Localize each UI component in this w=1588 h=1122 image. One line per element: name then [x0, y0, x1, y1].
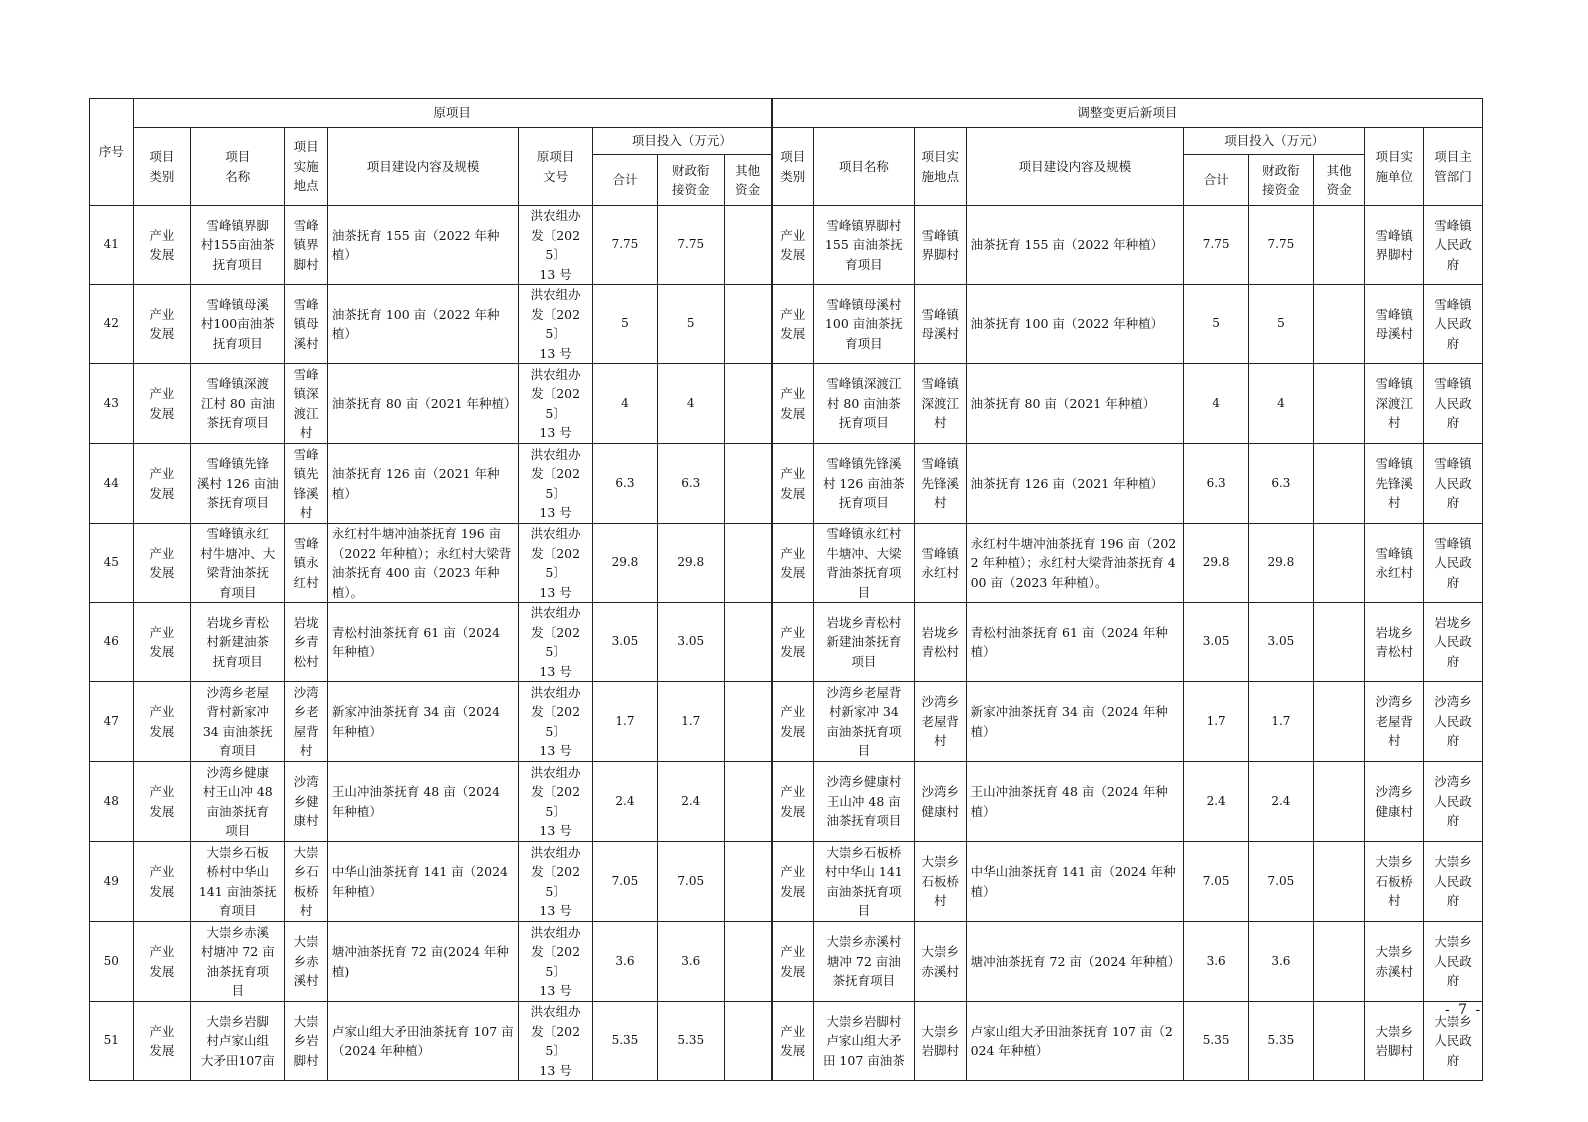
header-location: 项目 实施 地点	[285, 128, 328, 206]
cell-new-name: 沙湾乡老屋背 村新家冲 34 亩油茶抚育项 目	[813, 682, 914, 762]
header-new-total: 合计	[1184, 155, 1249, 206]
header-category: 项目 类别	[133, 128, 191, 206]
table-row	[90, 603, 1483, 682]
cell-fiscal: 5	[657, 285, 724, 364]
cell-new-fiscal: 3.6	[1249, 922, 1314, 1002]
cell-new-content: 油茶抚育 126 亩（2021 年种植）	[966, 444, 1184, 524]
cell-name: 沙湾乡老屋 背村新家冲 34 亩油茶抚 育项目	[191, 682, 285, 762]
cell-name: 雪峰镇界脚 村155亩油茶 抚育项目	[191, 206, 285, 285]
cell-content: 塘冲油茶抚育 72 亩(2024 年种植)	[327, 922, 518, 1002]
cell-doc: 洪农组办 发〔2025〕 13 号	[519, 285, 593, 364]
cell-new-location: 雪峰镇 先锋溪 村	[914, 444, 966, 524]
cell-fiscal: 6.3	[657, 444, 724, 524]
cell-category: 产业 发展	[133, 206, 191, 285]
page-number: - 7 -	[1445, 1002, 1483, 1018]
cell-other	[724, 762, 772, 842]
cell-new-category: 产业 发展	[772, 762, 814, 842]
table-row	[90, 1002, 1483, 1081]
cell-new-name: 雪峰镇永红村 牛塘冲、大梁 背油茶抚育项 目	[813, 524, 914, 603]
cell-doc: 洪农组办 发〔2025〕 13 号	[519, 762, 593, 842]
cell-other	[724, 444, 772, 524]
cell-total: 3.05	[593, 603, 658, 682]
table-row	[90, 364, 1483, 444]
cell-new-total: 2.4	[1184, 762, 1249, 842]
cell-total: 3.6	[593, 922, 658, 1002]
cell-new-fiscal: 6.3	[1249, 444, 1314, 524]
project-adjustment-table	[89, 98, 1483, 1081]
cell-seq: 43	[90, 364, 134, 444]
cell-content: 油茶抚育 126 亩（2021 年种植）	[327, 444, 518, 524]
cell-content: 新家冲油茶抚育 34 亩（2024 年种植）	[327, 682, 518, 762]
cell-doc: 洪农组办 发〔2025〕 13 号	[519, 682, 593, 762]
cell-new-fiscal: 4	[1249, 364, 1314, 444]
cell-new-fiscal: 29.8	[1249, 524, 1314, 603]
cell-new-location: 沙湾乡 健康村	[914, 762, 966, 842]
cell-new-fiscal: 5	[1249, 285, 1314, 364]
cell-name: 雪峰镇永红 村牛塘冲、大 梁背油茶抚 育项目	[191, 524, 285, 603]
cell-new-category: 产业 发展	[772, 1002, 814, 1081]
cell-total: 6.3	[593, 444, 658, 524]
cell-doc: 洪农组办 发〔2025〕 13 号	[519, 842, 593, 922]
cell-new-total: 29.8	[1184, 524, 1249, 603]
cell-new-name: 大崇乡岩脚村 卢家山组大矛 田 107 亩油茶	[813, 1002, 914, 1081]
cell-new-total: 6.3	[1184, 444, 1249, 524]
cell-category: 产业 发展	[133, 524, 191, 603]
cell-dept: 雪峰镇 人民政 府	[1424, 524, 1483, 603]
cell-fiscal: 4	[657, 364, 724, 444]
cell-new-other	[1313, 524, 1365, 603]
cell-new-location: 大崇乡 岩脚村	[914, 1002, 966, 1081]
header-fiscal: 财政衔 接资金	[657, 155, 724, 206]
cell-new-content: 油茶抚育 100 亩（2022 年种植）	[966, 285, 1184, 364]
cell-dept: 雪峰镇 人民政 府	[1424, 206, 1483, 285]
cell-new-total: 7.05	[1184, 842, 1249, 922]
header-investment: 项目投入（万元）	[593, 128, 772, 155]
cell-new-fiscal: 7.75	[1249, 206, 1314, 285]
table-row	[90, 444, 1483, 524]
cell-new-name: 岩垅乡青松村 新建油茶抚育 项目	[813, 603, 914, 682]
cell-location: 大崇 乡赤 溪村	[285, 922, 328, 1002]
cell-name: 大崇乡岩脚 村卢家山组 大矛田107亩	[191, 1002, 285, 1081]
cell-location: 沙湾 乡健 康村	[285, 762, 328, 842]
cell-doc: 洪农组办 发〔2025〕 13 号	[519, 603, 593, 682]
cell-location: 雪峰 镇界 脚村	[285, 206, 328, 285]
cell-new-location: 雪峰镇 母溪村	[914, 285, 966, 364]
cell-seq: 47	[90, 682, 134, 762]
cell-name: 大崇乡石板 桥村中华山 141 亩油茶抚 育项目	[191, 842, 285, 922]
cell-seq: 49	[90, 842, 134, 922]
cell-other	[724, 285, 772, 364]
cell-name: 雪峰镇深渡 江村 80 亩油 茶抚育项目	[191, 364, 285, 444]
cell-content: 永红村牛塘冲油茶抚育 196 亩（2022 年种植）；永红村大梁背油茶抚育 400 亩（2023 年种植）。	[327, 524, 518, 603]
cell-new-other	[1313, 206, 1365, 285]
table-row	[90, 206, 1483, 285]
cell-new-other	[1313, 364, 1365, 444]
cell-new-other	[1313, 285, 1365, 364]
cell-other	[724, 1002, 772, 1081]
cell-location: 岩垅 乡青 松村	[285, 603, 328, 682]
cell-new-category: 产业 发展	[772, 206, 814, 285]
cell-new-other	[1313, 762, 1365, 842]
cell-seq: 51	[90, 1002, 134, 1081]
cell-seq: 48	[90, 762, 134, 842]
cell-new-category: 产业 发展	[772, 364, 814, 444]
cell-new-category: 产业 发展	[772, 603, 814, 682]
cell-name: 雪峰镇母溪 村100亩油茶 抚育项目	[191, 285, 285, 364]
cell-new-total: 5	[1184, 285, 1249, 364]
cell-seq: 44	[90, 444, 134, 524]
cell-category: 产业 发展	[133, 842, 191, 922]
cell-new-total: 3.6	[1184, 922, 1249, 1002]
cell-other	[724, 524, 772, 603]
cell-doc: 洪农组办 发〔2025〕 13 号	[519, 922, 593, 1002]
cell-seq: 41	[90, 206, 134, 285]
header-other: 其他 资金	[724, 155, 772, 206]
cell-new-total: 1.7	[1184, 682, 1249, 762]
cell-name: 雪峰镇先锋 溪村 126 亩油 茶抚育项目	[191, 444, 285, 524]
cell-other	[724, 603, 772, 682]
cell-new-content: 永红村牛塘冲油茶抚育 196 亩（2022 年种植）；永红村大梁背油茶抚育 400 亩（2023 年种植）。	[966, 524, 1184, 603]
cell-total: 5	[593, 285, 658, 364]
cell-dept: 雪峰镇 人民政 府	[1424, 285, 1483, 364]
cell-total: 4	[593, 364, 658, 444]
header-new-fiscal: 财政衔 接资金	[1249, 155, 1314, 206]
cell-location: 雪峰 镇深 渡江 村	[285, 364, 328, 444]
cell-total: 29.8	[593, 524, 658, 603]
cell-new-total: 3.05	[1184, 603, 1249, 682]
cell-new-category: 产业 发展	[772, 444, 814, 524]
cell-new-name: 雪峰镇先锋溪 村 126 亩油茶 抚育项目	[813, 444, 914, 524]
cell-doc: 洪农组办 发〔2025〕 13 号	[519, 444, 593, 524]
cell-unit: 沙湾乡 老屋背 村	[1365, 682, 1424, 762]
cell-location: 雪峰 镇先 锋溪 村	[285, 444, 328, 524]
cell-new-content: 卢家山组大矛田油茶抚育 107 亩（2024 年种植）	[966, 1002, 1184, 1081]
cell-new-name: 大崇乡石板桥 村中华山 141 亩油茶抚育项 目	[813, 842, 914, 922]
cell-category: 产业 发展	[133, 682, 191, 762]
cell-content: 中华山油茶抚育 141 亩（2024 年种植）	[327, 842, 518, 922]
cell-new-total: 7.75	[1184, 206, 1249, 285]
header-name: 项目 名称	[191, 128, 285, 206]
cell-category: 产业 发展	[133, 922, 191, 1002]
cell-new-location: 雪峰镇 界脚村	[914, 206, 966, 285]
cell-fiscal: 2.4	[657, 762, 724, 842]
cell-new-content: 中华山油茶抚育 141 亩（2024 年种植）	[966, 842, 1184, 922]
cell-fiscal: 3.6	[657, 922, 724, 1002]
cell-unit: 大崇乡 岩脚村	[1365, 1002, 1424, 1081]
cell-content: 青松村油茶抚育 61 亩（2024 年种植）	[327, 603, 518, 682]
cell-new-fiscal: 5.35	[1249, 1002, 1314, 1081]
cell-new-content: 王山冲油茶抚育 48 亩（2024 年种植）	[966, 762, 1184, 842]
cell-dept: 岩垅乡 人民政 府	[1424, 603, 1483, 682]
cell-category: 产业 发展	[133, 762, 191, 842]
cell-new-category: 产业 发展	[772, 682, 814, 762]
cell-new-category: 产业 发展	[772, 842, 814, 922]
cell-fiscal: 1.7	[657, 682, 724, 762]
table-row	[90, 842, 1483, 922]
cell-fiscal: 29.8	[657, 524, 724, 603]
cell-new-total: 5.35	[1184, 1002, 1249, 1081]
header-content: 项目建设内容及规模	[327, 128, 518, 206]
cell-unit: 大崇乡 赤溪村	[1365, 922, 1424, 1002]
cell-new-other	[1313, 682, 1365, 762]
table-body	[90, 206, 1483, 1081]
cell-new-fiscal: 3.05	[1249, 603, 1314, 682]
cell-total: 7.75	[593, 206, 658, 285]
cell-new-location: 雪峰镇 深渡江 村	[914, 364, 966, 444]
cell-total: 1.7	[593, 682, 658, 762]
cell-seq: 50	[90, 922, 134, 1002]
cell-location: 雪峰 镇母 溪村	[285, 285, 328, 364]
cell-category: 产业 发展	[133, 603, 191, 682]
cell-content: 油茶抚育 100 亩（2022 年种植）	[327, 285, 518, 364]
cell-content: 油茶抚育 80 亩（2021 年种植）	[327, 364, 518, 444]
cell-new-name: 沙湾乡健康村 王山冲 48 亩 油茶抚育项目	[813, 762, 914, 842]
cell-seq: 42	[90, 285, 134, 364]
cell-new-other	[1313, 842, 1365, 922]
cell-dept: 沙湾乡 人民政 府	[1424, 762, 1483, 842]
cell-dept: 大崇乡 人民政 府	[1424, 922, 1483, 1002]
cell-location: 沙湾 乡老 屋背 村	[285, 682, 328, 762]
cell-new-category: 产业 发展	[772, 922, 814, 1002]
cell-new-other	[1313, 922, 1365, 1002]
cell-new-content: 油茶抚育 155 亩（2022 年种植）	[966, 206, 1184, 285]
header-new-content: 项目建设内容及规模	[966, 128, 1184, 206]
cell-seq: 46	[90, 603, 134, 682]
cell-name: 沙湾乡健康 村王山冲 48 亩油茶抚育 项目	[191, 762, 285, 842]
cell-new-name: 大崇乡赤溪村 塘冲 72 亩油 茶抚育项目	[813, 922, 914, 1002]
cell-new-other	[1313, 1002, 1365, 1081]
cell-other	[724, 922, 772, 1002]
header-original-project: 原项目	[133, 99, 772, 128]
cell-category: 产业 发展	[133, 1002, 191, 1081]
header-new-investment: 项目投入（万元）	[1184, 128, 1365, 155]
cell-category: 产业 发展	[133, 285, 191, 364]
header-total: 合计	[593, 155, 658, 206]
cell-fiscal: 7.75	[657, 206, 724, 285]
cell-dept: 大崇乡 人民政 府	[1424, 1002, 1483, 1081]
cell-doc: 洪农组办 发〔2025〕 13 号	[519, 524, 593, 603]
header-dept: 项目主 管部门	[1424, 128, 1483, 206]
cell-dept: 雪峰镇 人民政 府	[1424, 444, 1483, 524]
cell-name: 大崇乡赤溪 村塘冲 72 亩 油茶抚育项 目	[191, 922, 285, 1002]
cell-dept: 沙湾乡 人民政 府	[1424, 682, 1483, 762]
cell-total: 5.35	[593, 1002, 658, 1081]
cell-content: 油茶抚育 155 亩（2022 年种植）	[327, 206, 518, 285]
cell-new-location: 雪峰镇 永红村	[914, 524, 966, 603]
cell-unit: 岩垅乡 青松村	[1365, 603, 1424, 682]
cell-new-location: 岩垅乡 青松村	[914, 603, 966, 682]
header-doc: 原项目 文号	[519, 128, 593, 206]
table-row	[90, 285, 1483, 364]
cell-unit: 大崇乡 石板桥 村	[1365, 842, 1424, 922]
table-row	[90, 682, 1483, 762]
cell-new-content: 新家冲油茶抚育 34 亩（2024 年种植）	[966, 682, 1184, 762]
cell-location: 雪峰 镇永 红村	[285, 524, 328, 603]
cell-new-location: 大崇乡 石板桥 村	[914, 842, 966, 922]
cell-new-location: 大崇乡 赤溪村	[914, 922, 966, 1002]
cell-new-other	[1313, 603, 1365, 682]
cell-fiscal: 3.05	[657, 603, 724, 682]
cell-other	[724, 206, 772, 285]
table-row	[90, 524, 1483, 603]
cell-doc: 洪农组办 发〔2025〕 13 号	[519, 206, 593, 285]
cell-new-total: 4	[1184, 364, 1249, 444]
cell-new-name: 雪峰镇深渡江 村 80 亩油茶 抚育项目	[813, 364, 914, 444]
cell-new-category: 产业 发展	[772, 524, 814, 603]
cell-category: 产业 发展	[133, 364, 191, 444]
cell-new-fiscal: 1.7	[1249, 682, 1314, 762]
cell-unit: 雪峰镇 永红村	[1365, 524, 1424, 603]
header-new-location: 项目实 施地点	[914, 128, 966, 206]
cell-fiscal: 5.35	[657, 1002, 724, 1081]
cell-new-content: 塘冲油茶抚育 72 亩（2024 年种植）	[966, 922, 1184, 1002]
cell-new-fiscal: 7.05	[1249, 842, 1314, 922]
cell-new-other	[1313, 444, 1365, 524]
cell-dept: 大崇乡 人民政 府	[1424, 842, 1483, 922]
header-unit: 项目实 施单位	[1365, 128, 1424, 206]
cell-other	[724, 682, 772, 762]
cell-new-location: 沙湾乡 老屋背 村	[914, 682, 966, 762]
cell-name: 岩垅乡青松 村新建油茶 抚育项目	[191, 603, 285, 682]
header-new-name: 项目名称	[813, 128, 914, 206]
table-row	[90, 762, 1483, 842]
cell-other	[724, 364, 772, 444]
cell-doc: 洪农组办 发〔2025〕 13 号	[519, 364, 593, 444]
header-seq: 序号	[90, 99, 134, 206]
cell-content: 卢家山组大矛田油茶抚育 107 亩（2024 年种植）	[327, 1002, 518, 1081]
table-row	[90, 922, 1483, 1002]
cell-new-name: 雪峰镇母溪村 100 亩油茶抚 育项目	[813, 285, 914, 364]
table-header	[90, 99, 1483, 206]
header-new-other: 其他 资金	[1313, 155, 1365, 206]
cell-new-content: 油茶抚育 80 亩（2021 年种植）	[966, 364, 1184, 444]
cell-new-name: 雪峰镇界脚村 155 亩油茶抚 育项目	[813, 206, 914, 285]
cell-new-category: 产业 发展	[772, 285, 814, 364]
cell-location: 大崇 乡石 板桥 村	[285, 842, 328, 922]
cell-unit: 雪峰镇 界脚村	[1365, 206, 1424, 285]
cell-unit: 雪峰镇 先锋溪 村	[1365, 444, 1424, 524]
cell-new-content: 青松村油茶抚育 61 亩（2024 年种植）	[966, 603, 1184, 682]
header-new-category: 项目 类别	[772, 128, 814, 206]
cell-unit: 雪峰镇 母溪村	[1365, 285, 1424, 364]
cell-total: 7.05	[593, 842, 658, 922]
cell-category: 产业 发展	[133, 444, 191, 524]
cell-content: 王山冲油茶抚育 48 亩（2024 年种植）	[327, 762, 518, 842]
header-new-project: 调整变更后新项目	[772, 99, 1483, 128]
cell-other	[724, 842, 772, 922]
cell-total: 2.4	[593, 762, 658, 842]
cell-unit: 雪峰镇 深渡江 村	[1365, 364, 1424, 444]
cell-new-fiscal: 2.4	[1249, 762, 1314, 842]
cell-location: 大崇 乡岩 脚村	[285, 1002, 328, 1081]
cell-unit: 沙湾乡 健康村	[1365, 762, 1424, 842]
cell-dept: 雪峰镇 人民政 府	[1424, 364, 1483, 444]
cell-seq: 45	[90, 524, 134, 603]
cell-doc: 洪农组办 发〔2025〕 13 号	[519, 1002, 593, 1081]
cell-fiscal: 7.05	[657, 842, 724, 922]
